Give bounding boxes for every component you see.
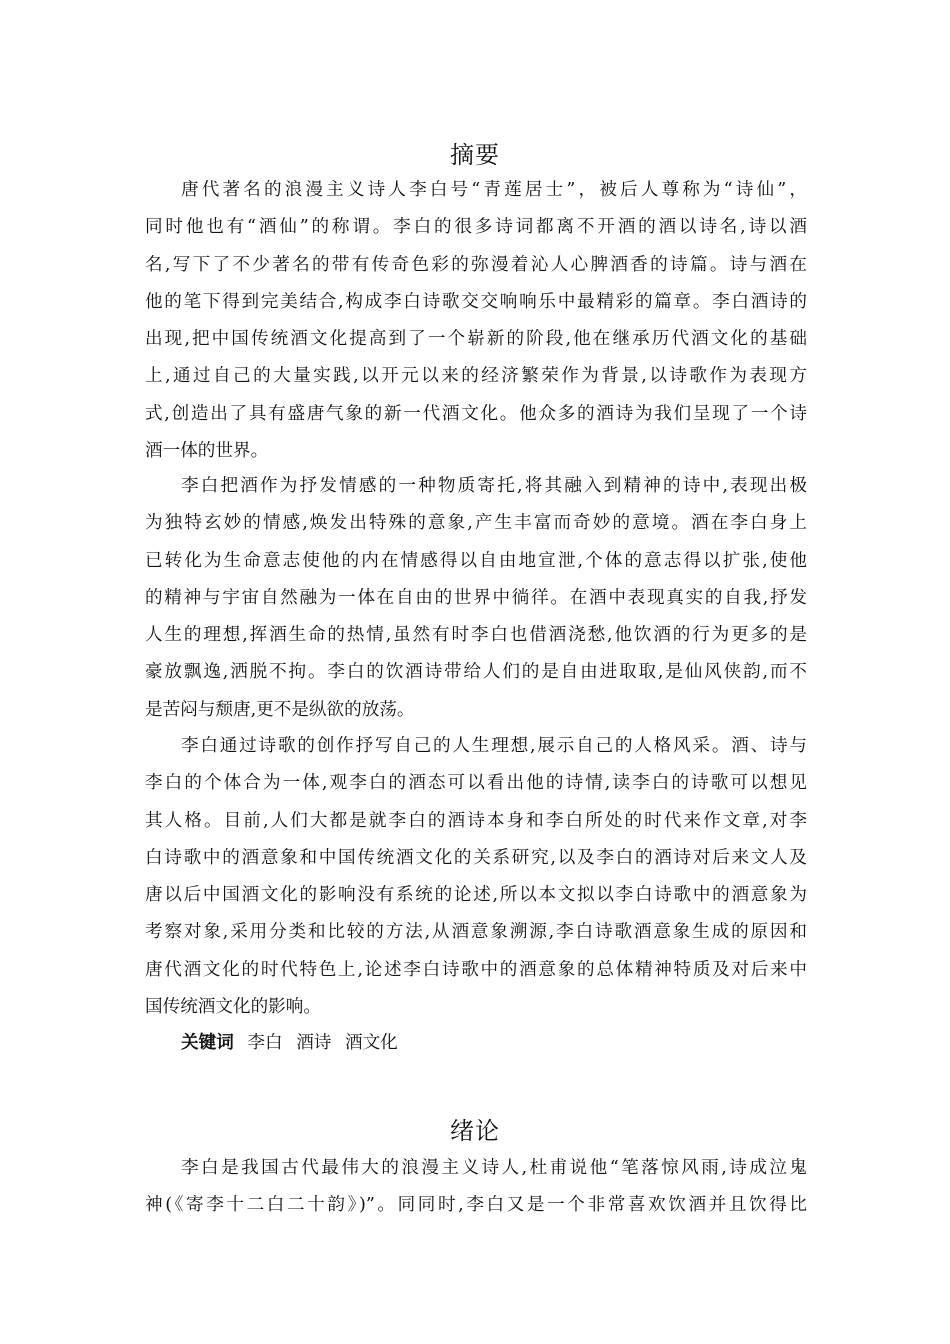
abstract-paragraph-2 [145, 468, 807, 729]
text-line: 的精神与宇宙自然融为一体在自由的世界中徜徉。在酒中表现真实的自我,抒发 [145, 587, 807, 608]
text-line: 为独特玄妙的情感,焕发出特殊的意象,产生丰富而奇妙的意境。酒在李白身上 [145, 513, 807, 534]
text-line: 唐代著名的浪漫主义诗人李白号“青莲居士”，被后人尊称为“诗仙”， [181, 180, 807, 200]
text-line: 同时他也有“酒仙”的称谓。李白的很多诗词都离不开酒的酒以诗名,诗以酒 [145, 217, 807, 238]
text-line: 李白通过诗歌的创作抒写自己的人生理想,展示自己的人格风采。酒、诗与 [181, 736, 807, 756]
abstract-paragraph-1 [145, 172, 807, 470]
keyword: 酒诗 [296, 1033, 332, 1053]
text-line: 白诗歌中的酒意象和中国传统酒文化的关系研究,以及李白的酒诗对后来文人及 [145, 847, 807, 868]
text-line: 名,写下了不少著名的带有传奇色彩的弥漫着沁人心脾酒香的诗篇。诗与酒在 [145, 254, 807, 275]
text-line: 他的笔下得到完美结合,构成李白诗歌交交响响乐中最精彩的篇章。李白酒诗的 [145, 291, 807, 312]
keywords-line [181, 1025, 398, 1062]
keyword: 酒文化 [344, 1033, 398, 1053]
text-line: 唐代酒文化的时代特色上,论述李白诗歌中的酒意象的总体精神特质及对后来中 [145, 959, 807, 980]
text-line: 李白把酒作为抒发情感的一种物质寄托,将其融入到精神的诗中,表现出极 [181, 476, 807, 496]
text-line: 考察对象,采用分类和比较的方法,从酒意象溯源,李白诗歌酒意象生成的原因和 [145, 922, 807, 943]
text-line: 人生的理想,挥酒生命的热情,虽然有时李白也借酒浇愁,他饮酒的行为更多的是 [145, 625, 807, 646]
text-line: 其人格。目前,人们大都是就李白的酒诗本身和李白所处的时代来作文章,对李 [145, 810, 807, 831]
text-line: 神(《寄李十二白二十韵》)”。同同时,李白又是一个非常喜欢饮酒并且饮得比 [145, 1195, 807, 1216]
text-line: 已转化为生命意志使他的内在情感得以自由地宣泄,个体的意志得以扩张,使他 [145, 550, 807, 571]
introduction-paragraph-1 [145, 1150, 807, 1225]
text-line: 国传统酒文化的影响。 [145, 997, 321, 1018]
keywords-label: 关键词 [181, 1033, 234, 1053]
text-line: 出现,把中国传统酒文化提高到了一个崭新的阶段,他在继承历代酒文化的基础 [145, 329, 807, 350]
text-line: 唐以后中国酒文化的影响没有系统的论述,所以本文拟以李白诗歌中的酒意象为 [145, 885, 807, 906]
introduction-title: 绪论 [450, 1117, 500, 1145]
text-line: 豪放飘逸,洒脱不拘。李白的饮酒诗带给人们的是自由进取取,是仙风侠韵,而不 [145, 662, 807, 683]
text-line: 李白的个体合为一体,观李白的酒态可以看出他的诗情,读李白的诗歌可以想见 [145, 773, 807, 794]
keyword: 李白 [247, 1033, 283, 1053]
abstract-paragraph-3 [145, 728, 807, 1026]
text-line: 式,创造出了具有盛唐气象的新一代酒文化。他众多的酒诗为我们呈现了一个诗 [145, 403, 807, 424]
text-line: 李白是我国古代最伟大的浪漫主义诗人,杜甫说他“笔落惊风雨,诗成泣鬼 [181, 1158, 807, 1178]
text-line: 是苦闷与颓唐,更不是纵欲的放荡。 [145, 699, 415, 720]
text-line: 上,通过自己的大量实践,以开元以来的经济繁荣作为背景,以诗歌作为表现方 [145, 366, 807, 387]
text-line: 酒一体的世界。 [145, 441, 269, 462]
abstract-title: 摘要 [450, 141, 500, 169]
